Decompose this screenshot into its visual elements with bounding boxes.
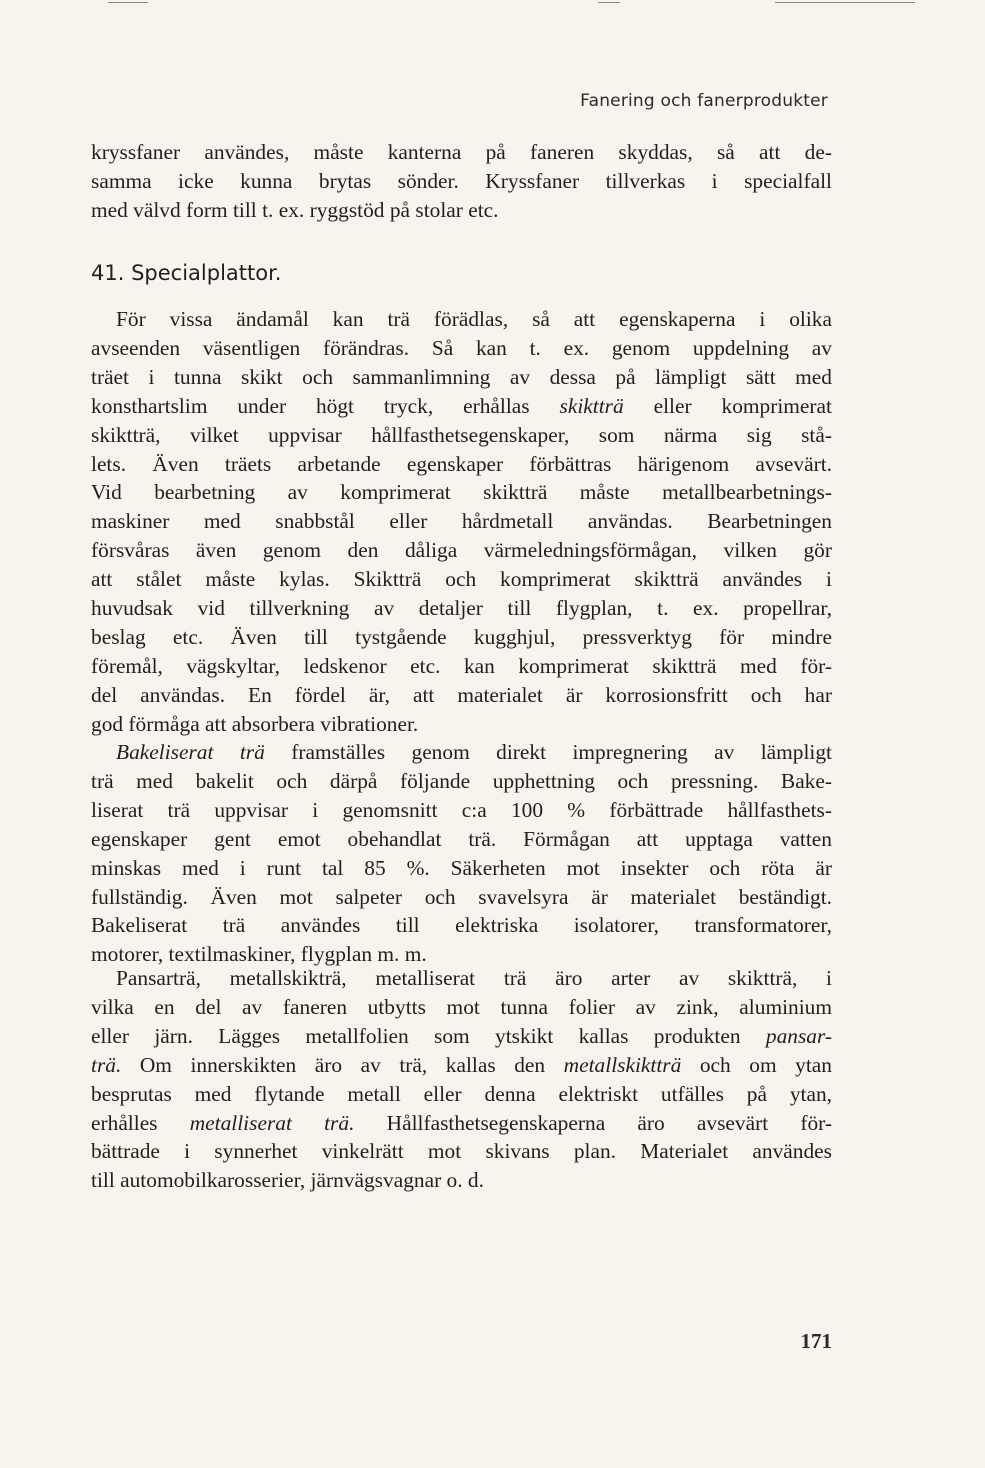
text-run: Hållfasthetsegenskaperna äro avsevärt för- bbox=[354, 1110, 832, 1135]
text-run: Om innerskikten äro av trä, kallas den bbox=[121, 1052, 564, 1077]
text-line: Pansarträ, metallskikträ, metalliserat trä äro arter av skiktträ, i bbox=[116, 966, 832, 990]
paragraph-specialplattor bbox=[91, 305, 832, 739]
text-line: För vissa ändamål kan trä förädlas, så att egenskaperna i olika bbox=[116, 307, 832, 331]
text-run: eller komprimerat bbox=[623, 393, 832, 418]
text-line: med välvd form till t. ex. ryggstöd på stolar etc. bbox=[91, 197, 499, 222]
text-line bbox=[91, 1022, 832, 1051]
italic-term: metallskiktträ bbox=[563, 1052, 682, 1077]
italic-term: Bakeliserat trä bbox=[116, 740, 265, 764]
text-run: eller järn. Lägges metallfolien som ytskikt kallas produkten bbox=[91, 1023, 766, 1048]
scan-edge-line bbox=[775, 2, 915, 3]
text-line: del användas. En fördel är, att materialet är korrosionsfritt och har bbox=[91, 682, 832, 707]
text-line bbox=[91, 392, 832, 421]
text-line: trä med bakelit och därpå följande upphettning och pressning. Bake- bbox=[91, 768, 832, 793]
intro-paragraph bbox=[91, 138, 832, 225]
text-line: att stålet måste kylas. Skiktträ och komprimerat skiktträ användes i bbox=[91, 567, 832, 592]
text-line: bättrade i synnerhet vinkelrätt mot skivans plan. Materialet användes bbox=[91, 1139, 832, 1164]
text-line: egenskaper gent emot obehandlat trä. Förmågan att upptaga vatten bbox=[91, 826, 832, 851]
text-line: god förmåga att absorbera vibrationer. bbox=[91, 711, 419, 736]
text-line: föremål, vägskyltar, ledskenor etc. kan komprimerat skiktträ med för- bbox=[91, 653, 832, 678]
text-line bbox=[91, 1051, 832, 1080]
text-line: besprutas med flytande metall eller denna elektriskt utfälles på ytan, bbox=[91, 1081, 832, 1106]
text-line: minskas med i runt tal 85 %. Säkerheten mot insekter och röta är bbox=[91, 855, 832, 880]
scan-edge-line bbox=[108, 2, 148, 3]
paragraph-pansartra bbox=[91, 964, 832, 1195]
paragraph-bakeliserat bbox=[91, 738, 832, 969]
running-header: Fanering och fanerprodukter bbox=[580, 91, 828, 111]
italic-term: trä. bbox=[91, 1052, 122, 1077]
text-line: Vid bearbetning av komprimerat skiktträ måste metallbearbetnings- bbox=[91, 480, 832, 505]
italic-term: metalliserat trä. bbox=[189, 1110, 355, 1135]
text-line: beslag etc. Även till tystgående kugghjul, pressverktyg för mindre bbox=[91, 624, 832, 649]
text-line: kryssfaner användes, måste kanterna på faneren skyddas, så att de- bbox=[91, 140, 832, 164]
page-number: 171 bbox=[800, 1329, 832, 1353]
text-line: träet i tunna skikt och sammanlimning av dessa på lämpligt sätt med bbox=[91, 364, 832, 389]
text-line: Bakeliserat trä användes till elektriska isolatorer, transformatorer, bbox=[91, 913, 832, 938]
text-run: och om ytan bbox=[681, 1052, 832, 1077]
text-line: skiktträ, vilket uppvisar hållfasthetsegenskaper, som närma sig stå- bbox=[91, 422, 832, 447]
italic-term: pansar- bbox=[765, 1023, 832, 1048]
text-line: huvudsak vid tillverkning av detaljer till flygplan, t. ex. propellrar, bbox=[91, 596, 832, 621]
text-line: avseenden väsentligen förändras. Så kan t. ex. genom uppdelning av bbox=[91, 335, 832, 360]
text-line bbox=[91, 1109, 832, 1138]
text-line bbox=[91, 738, 832, 767]
text-line: lets. Även träets arbetande egenskaper förbättras härigenom avsevärt. bbox=[91, 451, 832, 476]
text-run: erhålles bbox=[91, 1110, 190, 1135]
text-line: vilka en del av faneren utbytts mot tunna folier av zink, aluminium bbox=[91, 994, 832, 1019]
text-line: samma icke kunna brytas sönder. Kryssfaner tillverkas i specialfall bbox=[91, 168, 832, 193]
text-line: till automobilkarosserier, järnvägsvagnar o. d. bbox=[91, 1168, 484, 1193]
scan-edge-line bbox=[598, 2, 620, 3]
text-run: konsthartslim under högt tryck, erhållas bbox=[91, 393, 560, 418]
text-run: framställes genom direkt impregnering av lämpligt bbox=[264, 740, 833, 764]
text-line: fullständig. Även mot salpeter och svavelsyra är materialet beständigt. bbox=[91, 884, 832, 909]
text-line: maskiner med snabbstål eller hårdmetall användas. Bearbetningen bbox=[91, 509, 832, 534]
text-line: liserat trä uppvisar i genomsnitt c:a 100 % förbättrade hållfasthets- bbox=[91, 797, 832, 822]
section-heading: 41. Specialplattor. bbox=[91, 261, 282, 285]
italic-term: skiktträ bbox=[559, 393, 624, 418]
text-line: motorer, textilmaskiner, flygplan m. m. bbox=[91, 942, 427, 967]
text-line: försvåras även genom den dåliga värmeledningsförmågan, vilken gör bbox=[91, 538, 832, 563]
